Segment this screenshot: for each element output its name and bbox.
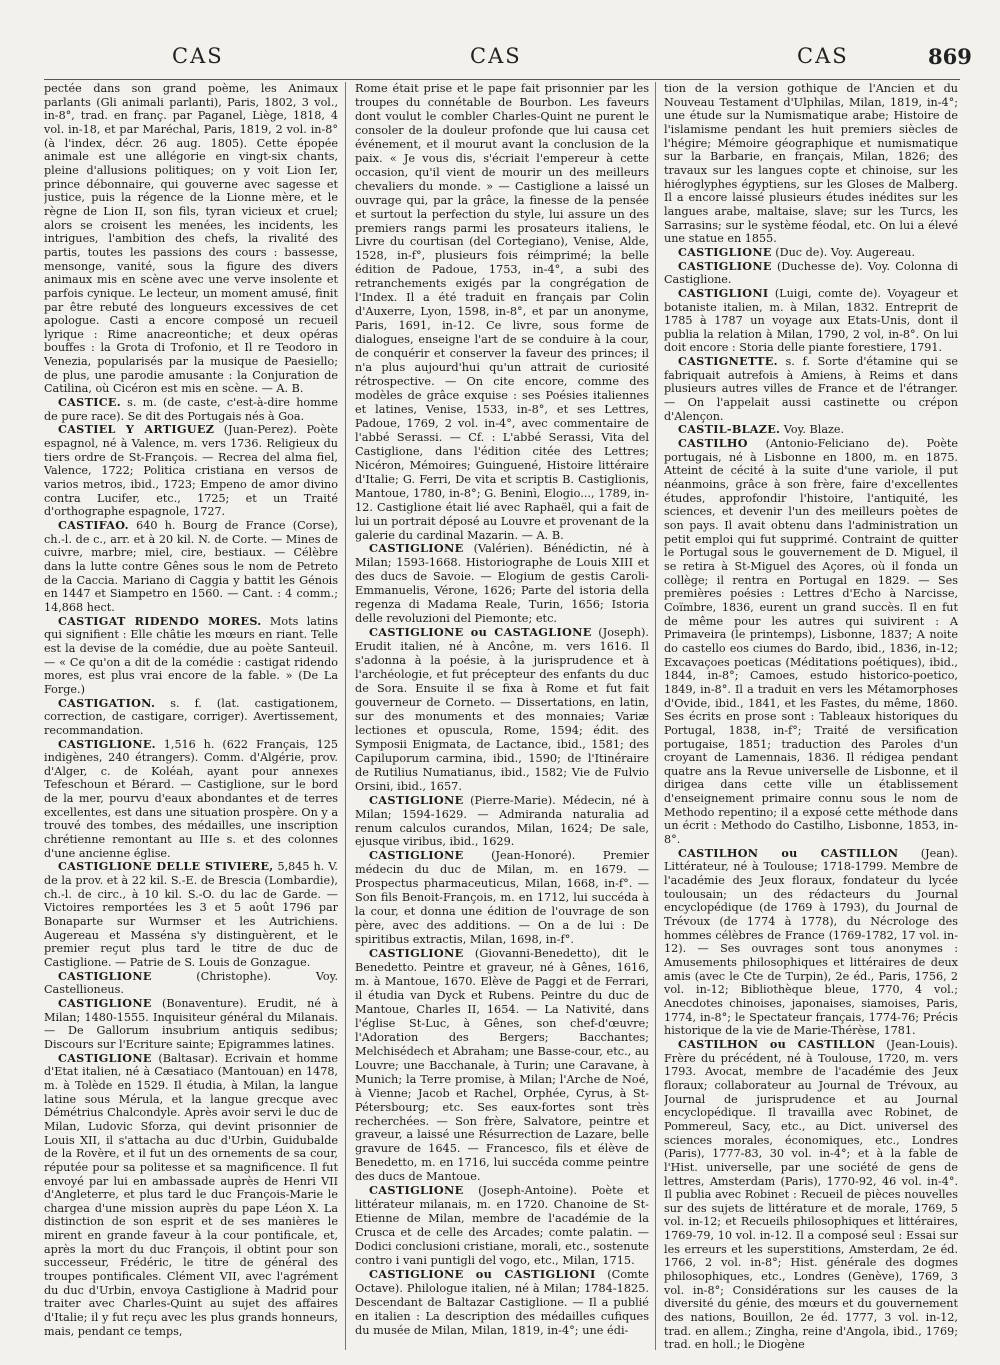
entry-text: 5,845 h. V. de la prov. et à 22 kil. S.-E. de Brescia (Lombardie), ch.-l. de circ., à 10 kil. S.-O. du lac de Garde. — Victoires remportées les 3 et 5 août 1796 par Bonaparte sur Wurmser et les Autrichiens. Augereau et Masséna s'y distinguèrent, et le premier reçut plus tard le titre de duc de Castiglione. — Patrie de S. Louis de Gonzague. <box>44 860 338 969</box>
entry-headword: CASTIGLIONE. <box>58 736 156 751</box>
dictionary-entry <box>664 246 958 260</box>
page-number: 869 <box>928 44 972 69</box>
entry-text: (Duchesse de). Voy. Colonna di Castiglione. <box>664 259 958 287</box>
entry-headword: CASTIGAT RIDENDO MORES. <box>58 613 262 628</box>
dictionary-entry <box>664 437 958 847</box>
entry-headword: CASTIGLIONE <box>58 1050 152 1065</box>
column-1 <box>44 82 338 1352</box>
entry-headword: CASTIGLIONE ou CASTAGLIONE <box>369 625 592 640</box>
entry-headword: CASTIL-BLAZE. <box>678 422 781 437</box>
entry-text: (Jean-Honoré). Premier médecin du duc de Milan, m. en 1679. — Prospectus pharmaceuticus, Milan, 1668, in-f°. — Son fils Benoit-François, m. en 1712, lui succéda à la cour, et donna une édition de l'ouvrage de son père, avec des additions. — On a de lui : De spiritibus extractis, Milan, 1698, in-f°. <box>355 849 649 947</box>
continued-text <box>664 82 958 246</box>
continued-text <box>355 82 649 542</box>
dictionary-entry <box>664 1038 958 1352</box>
dictionary-entry <box>664 287 958 355</box>
dictionary-entry <box>664 423 958 437</box>
entry-headword: CASTIGATION. <box>58 695 156 710</box>
dictionary-entry <box>44 423 338 519</box>
dictionary-entry <box>44 396 338 423</box>
entry-text: (Valérien). Bénédictin, né à Milan; 1593-1668. Historiographe de Louis XIII et des ducs de Savoie. — Elogium de gestis Caroli-Emmanuelis, Vérone, 1626; Parte del istoria della regenza di Madama Reale, Turin, 1656; Istoria delle revoluzioni del Piemonte; etc. <box>355 542 649 626</box>
entry-text: (Christophe). Voy. Castellioneus. <box>44 969 338 997</box>
entry-headword: CASTIGLIONE DELLE STIVIERE, <box>58 859 274 874</box>
entry-text: (Luigi, comte de). Voyageur et botaniste italien, m. à Milan, 1832. Entreprit de 1785 à 1787 un voyage aux Etats-Unis, dont il publia la relation à Milan, 1790, 2 vol, in-8°. On lui doit encore : Storia delle piante forestiere, 1791. <box>664 286 958 355</box>
entry-text: (Giovanni-Benedetto), dit le Benedetto. Peintre et graveur, né à Gênes, 1616, m. à Mantoue, 1670. Elève de Paggi et de Ferrari, il étudia van Dyck et Rubens. Peintre du duc de Mantoue, Charles II, 1654. — La Nativité, dans l'église St-Luc, à Gênes, son chef-d'œuvre; l'Adoration des Bergers; Bacchantes; Melchisédech et Abraham; une Basse-cour, etc., au Louvre; une Bacchanale, à Turin; une Caravane, à Munich; la Terre promise, à Milan; l'Arche de Noé, à Vienne; Jacob et Rachel, Orphée, Cyrus, à St-Pétersbourg; etc. Ses eaux-fortes sont très recherchées. — Son frère, Salvatore, peintre et graveur, a laissé une Résurrection de Lazare, belle gravure de 1645. — Francesco, fils et élève de Benedetto, m. en 1716, lui succéda comme peintre des ducs de Mantoue. <box>355 947 649 1184</box>
column-divider <box>655 82 656 1350</box>
entry-headword: CASTICE. <box>58 395 121 410</box>
entry-text: (Juan-Perez). Poète espagnol, né à Valence, m. vers 1736. Religieux du tiers ordre de St-François. — Recrea del alma fiel, Valence, 1722; Politica cristiana en versos de varios metros, ibid., 1723; Empeno de amor divino contra Lucifer, etc., 1725; et un Traité d'orthographe espagnole, 1727. <box>44 423 338 519</box>
entry-headword: CASTIGLIONE <box>58 968 152 983</box>
entry-headword: CASTIGLIONI <box>678 285 769 300</box>
entry-text: (Joseph-Antoine). Poète et littérateur milanais, m. en 1720. Chanoine de St-Etienne de Milan, membre de l'académie de la Crusca et de celle des Arcades; comte palatin. — Dodici conclusioni cristiane, morali, etc., sostenute contro i vani puntigli del vogo, etc., Milan, 1715. <box>355 1184 649 1268</box>
entry-headword: CASTIGLIONE <box>678 258 772 273</box>
entry-text: (Bonaventure). Erudit, né à Milan; 1480-1555. Inquisiteur général du Milanais. — De Gallorum insubrium antiquis sedibus; Discours sur l'Ecriture sainte; Epigrammes latines. <box>44 996 338 1051</box>
dictionary-entry <box>44 615 338 697</box>
entry-headword: CASTIGLIONE <box>369 792 464 807</box>
dictionary-entry <box>664 355 958 423</box>
dictionary-entry <box>355 542 649 626</box>
continued-text <box>44 82 338 396</box>
entry-headword: CASTIGLIONE <box>369 1183 464 1198</box>
running-head-center: CAS <box>470 44 522 68</box>
entry-text: (Joseph). Erudit italien, né à Ancône, m. vers 1616. Il s'adonna à la poésie, à la jurisprudence et à l'archéologie, et fut précepteur des enfants du duc de Sora. Ensuite il se fixa à Rome et fut fait gouverneur de Corneto. — Dissertations, en latin, sur des monuments et des monnaies; Variæ lectiones et opuscula, Rome, 1594; édit. des Symposii Enigmata, de Lactance, ibid., 1581; des Capiluporum carmina, ibid., 1590; de l'Itinéraire de Rutilius Numatianus, ibid., 1582; Vie de Fulvio Orsini, ibid., 1657. <box>355 626 649 793</box>
column-divider <box>345 82 346 1350</box>
dictionary-entry <box>664 847 958 1038</box>
dictionary-entry <box>44 697 338 738</box>
entry-text: pectée dans son grand poème, les Animaux parlants (Gli animali parlanti), Paris, 1802, 3 vol., in-8°, trad. en franç. par Paganel, Liège, 1818, 4 vol. in-18, et par Maréchal, Paris, 1819, 2 vol. in-8° (à l'index, décr. 26 aug. 1805). Cette épopée animale est une allégorie en vingt-six chants, pleine d'allusions politiques; on y voit Lion Ier, prince débonnaire, qui gouverne avec sagesse et justice, puis la régence de la Lionne mère, et le règne de Lion II, son fils, tyran vicieux et cruel; alors se croisent les menées, les incidents, les intrigues, l'ambition des chefs, la rivalité des partis, toutes les passions des cours : bassesse, mensonge, vanité, sous la figure des divers animaux mis en scène avec une verve insolente et parfois cynique. Le lecteur, un moment amusé, finit par être rebuté des longueurs excessives de cet apologue. Casti a encore composé un recueil lyrique : Rime anacreontiche; et deux opéras bouffes : la Grota di Trofonio, et Il re Teodoro in Venezia, popularisés par la musique de Paesiello; de plus, une parodie amusante : la Conjuration de Catilina, où Cicéron est mis en scène. — A. B. <box>44 82 338 396</box>
entry-text: (Antonio-Feliciano de). Poète portugais, né à Lisbonne en 1800, m. en 1875. Atteint de cécité à la suite d'une variole, il put néanmoins, grâce à son frère, faire d'excellentes études, approfondir l'histoire, l'antiquité, les sciences, et devenir l'un des meilleurs poètes de son pays. Il avait obtenu dans l'administration un petit emploi qui fut supprimé. Contraint de quitter le Portugal sous le gouvernement de D. Miguel, il se retira à St-Miguel des Açores, où il fonda un collège; il rentra en Portugal en 1829. — Ses premières poésies : Lettres d'Echo à Narcisse, Coïmbre, 1836, eurent un grand succès. Il en fut de même pour les autres qui suivirent : A Primaveira (le printemps), Lisbonne, 1837; A noite do castello eos ciumes do Bardo, ibid., 1836, in-12; Excavaçoes poeticas (Méditations poétiques), ibid., 1844, in-8°; Camoes, estudo historico-poetico, 1849, in-8°. Il a traduit en vers les Métamorphoses d'Ovide, ibid., 1841, et les Fastes, du même, 1860. Ses écrits en prose sont : Tableaux historiques du Portugal, 1838, in-f°; Traité de versification portugaise, 1851; traduction des Paroles d'un croyant de Lamennais, 1836. Il rédigea pendant quatre ans la Revue universelle de Lisbonne, et il dirigea dans cette ville un établissement d'enseignement primaire connu sous le nom de Methodo repentino; il a exposé cette méthode dans un écrit : Methodo do Castilho, Lisbonne, 1853, in-8°. <box>664 437 958 847</box>
entry-headword: CASTILHON ou CASTILLON <box>678 845 899 860</box>
entry-headword: CASTIGNETTE. <box>678 354 778 369</box>
dictionary-entry <box>355 849 649 947</box>
entry-text: (Comte Octave). Philologue italien, né à Milan; 1784-1825. Descendant de Baltazar Castiglione. — Il a publié en italien : La description des médailles cufiques du musée de Milan, Milan, 1819, in-4°; une édi- <box>355 1268 649 1337</box>
entry-text: Voy. Blaze. <box>783 423 845 437</box>
dictionary-entry <box>44 738 338 861</box>
entry-text: s. m. (de caste, c'est-à-dire homme de pure race). Se dit des Portugais nés à Goa. <box>44 396 338 423</box>
entry-headword: CASTIGLIONE <box>678 244 772 259</box>
dictionary-entry <box>355 947 649 1184</box>
entry-text: Rome était prise et le pape fait prisonnier par les troupes du connétable de Bourbon. Les faveurs dont voulut le combler Charles-Quint ne purent le consoler de la douleur profonde que lui causa cet événement, et il mourut avant la conclusion de la paix. « Je vous dis, s'écriait l'empereur à cette occasion, qu'il vient de mourir un des meilleurs chevaliers du monde. » — Castiglione a laissé un ouvrage qui, par la grâce, la finesse de la pensée et surtout la perfection du style, lui assure un des premiers rangs parmi les prosateurs italiens, le Livre du courtisan (del Cortegiano), Venise, Alde, 1528, in-f°, plusieurs fois réimprimé; la belle édition de Padoue, 1753, in-4°, a subi des retranchements exigés par la congrégation de l'Index. Il a été traduit en français par Colin d'Auxerre, Lyon, 1598, in-8°, et par un anonyme, Paris, 1691, in-12. Ce livre, sous forme de dialogues, enseigne l'art de se conduire à la cour, de conquérir et conserver la faveur des princes; il n'a plus aujourd'hui qu'un attrait de curiosité rétrospective. — On cite encore, comme des modèles de grâce exquise : ses Poésies italiennes et latines, Venise, 1533, in-8°, et ses Lettres, Padoue, 1769, 2 vol. in-4°, avec commentaire de l'abbé Serassi. — Cf. : L'abbé Serassi, Vita del Castiglione, dans l'édition citée des Lettres; Nicéron, Mémoires; Guinguené, Histoire littéraire d'Italie; G. Ferri, De vita et scriptis B. Castiglionis, Mantoue, 1780, in-8°; G. Beninì, Elogio..., 1789, in-12. Castiglione était lié avec Raphaël, qui a fait de lui un portrait déposé au Louvre et provenant de la galerie du cardinal Mazarin. — A. B. <box>355 82 649 542</box>
running-head-right: CAS <box>797 44 849 68</box>
entry-headword: CASTIGLIONE <box>369 848 464 863</box>
header-rule <box>44 79 960 80</box>
running-head-left: CAS <box>172 44 224 68</box>
entry-text: (Duc de). Voy. Augereau. <box>775 245 916 259</box>
dictionary-entry <box>355 794 649 850</box>
dictionary-entry <box>44 997 338 1052</box>
entry-headword: CASTIEL Y ARTIGUEZ <box>58 422 215 437</box>
entry-text: (Baltasar). Ecrivain et homme d'Etat italien, né à Cæsatiaco (Mantouan) en 1478, m. à Tolède en 1529. Il étudia, à Milan, la langue latine sous Mérula, et la langue grecque avec Démétrius Chalcondyle. Après avoir servi le duc de Milan, Ludovic Sforza, qui devint prisonnier de Louis XII, il s'attacha au duc d'Urbin, Guidubalde de la Rovère, et il fut un des ornements de sa cour, réputée pour sa politesse et sa magnificence. Il fut envoyé par lui en ambassade auprès de Henri VII d'Angleterre, et plus tard le duc François-Marie le chargea d'une mission auprès du pape Léon X. La distinction de son esprit et de ses manières le mirent en grande faveur à la cour pontificale, et, après la mort du duc François, il obtint pour son successeur, Frédéric, le titre de général des troupes pontificales. Clément VII, avec l'agrément du duc d'Urbin, envoya Castiglione à Madrid pour traiter avec Charles-Quint au sujet des affaires d'Italie; il y fut reçu avec les plus grands honneurs, mais, pendant ce temps, <box>44 1051 338 1338</box>
entry-text: 640 h. Bourg de France (Corse), ch.-l. de c., arr. et à 20 kil. N. de Corte. — Mines de cuivre, marbre; miel, cire, bestiaux. — Célèbre dans la lutte contre Gênes sous le nom de Petreto de la Caccia. Mariano di Caggia y battit les Génois en 1447 et Siampetro en 1560. — Cant. : 4 comm.; 14,868 hect. <box>44 519 338 614</box>
entry-text: tion de la version gothique de l'Ancien et du Nouveau Testament d'Ulphilas, Milan, 1819, in-4°; une étude sur la Numismatique arabe; Histoire de l'islamisme pendant les huit premiers siècles de l'hégire; Mémoire géographique et numismatique sur la Barbarie, en français, Milan, 1826; des travaux sur les langues copte et chinoise, sur les hiéroglyphes égyptiens, sur les Gloses de Malberg. Il a encore laissé plusieurs études inédites sur les langues arabe, maltaise, slave; sur les Turcs, les Sarrasins; sur le système féodal, etc. On lui a élevé une statue en 1855. <box>664 82 958 246</box>
entry-text: (Pierre-Marie). Médecin, né à Milan; 1594-1629. — Admiranda naturalia ad renum calculos curandos, Milan, 1624; De sale, ejusque viribus, ibid., 1629. <box>355 793 649 849</box>
entry-headword: CASTIFAO. <box>58 518 129 532</box>
dictionary-entry <box>355 1184 649 1268</box>
entry-headword: CASTIGLIONE <box>58 995 152 1010</box>
entry-headword: CASTIGLIONE <box>369 541 464 556</box>
entry-text: s. f. Sorte d'étamine qui se fabriquait autrefois à Amiens, à Reims et dans plusieurs autres villes de France et de l'étranger. — On l'appelait aussi castinette ou crépon d'Alençon. <box>664 355 958 423</box>
dictionary-entry <box>44 860 338 969</box>
entry-headword: CASTILHO <box>678 436 748 451</box>
entry-headword: CASTIGLIONE <box>369 946 464 961</box>
entry-text: (Jean-Louis). Frère du précédent, né à Toulouse, 1720, m. vers 1793. Avocat, membre de l'académie des Jeux floraux; collaborateur au Journal de Trévoux, au Journal de jurisprudence et au Journal encyclopédique. Il travailla avec Robinet, de Pommereul, Sacy, etc., au Dict. universel des sciences morales, économiques, etc., Londres (Paris), 1777-83, 30 vol. in-4°; et à la fable de l'Hist. universelle, par une société de gens de lettres, Amsterdam (Paris), 1770-92, 46 vol. in-4°. Il publia avec Robinet : Recueil de pièces nouvelles sur des sujets de littérature et de morale, 1769, 5 vol. in-12; et Recueils philosophiques et littéraires, 1769-79, 10 vol. in-12. Il a composé seul : Essai sur les erreurs et les superstitions, Amsterdam, 2e éd. 1766, 2 vol. in-8°; Hist. générale des dogmes philosophiques, etc., Londres (Genève), 1769, 3 vol. in-8°; Considérations sur les causes de la diversité du génie, des mœurs et du gouvernement des nations, Bouillon, 2e éd. 1777, 3 vol. in-12, trad. en allem.; Zingha, reine d'Angola, ibid., 1769; trad. en holl.; le Diogène <box>664 1037 958 1352</box>
entry-headword: CASTIGLIONE ou CASTIGLIONI <box>369 1267 596 1282</box>
dictionary-entry <box>44 970 338 997</box>
dictionary-entry <box>355 626 649 793</box>
entry-text: (Jean). Littérateur, né à Toulouse; 1718-1799. Membre de l'académie des Jeux floraux, fondateur du lycée toulousain; un des rédacteurs du Journal encyclopédique (de 1769 à 1793), du Journal de Trévoux (de 1774 à 1778), du Nécrologe des hommes célèbres de France (1769-1782, 17 vol. in-12). — Ses ouvrages sont tous anonymes : Amusements philosophiques et littéraires de deux amis (avec le Cte de Turpin), 2e éd., Paris, 1756, 2 vol. in-12; Bibliothèque bleue, 1770, 4 vol.; Anecdotes chinoises, japonaises, siamoises, Paris, 1774, in-8°; le Spectateur français, 1774-76; Précis historique de la vie de Marie-Thérèse, 1781. <box>664 846 958 1038</box>
entry-text: s. f. (lat. castigationem, correction, de castigare, corriger). Avertissement, recommandation. <box>44 696 338 737</box>
entry-text: 1,516 h. (622 Français, 125 indigènes, 240 étrangers). Comm. d'Algérie, prov. d'Alger, c. de Koléah, ayant pour annexes Tefeschoun et Bérard. — Castiglione, sur le bord de la mer, pourvu d'eaux abondantes et de terres excellentes, est dans une situation prospère. On y a trouvé des tombes, des médailles, une inscription chrétienne remontant au IIIe s. et des colonnes d'une ancienne église. <box>44 737 338 860</box>
column-2 <box>355 82 649 1352</box>
dictionary-entry <box>664 260 958 287</box>
dictionary-entry <box>44 1052 338 1339</box>
dictionary-entry <box>355 1268 649 1338</box>
entry-text: Mots latins qui signifient : Elle châtie les mœurs en riant. Telle est la devise de la comédie, due au poète Santeuil. — « Ce qu'on a dit de la comédie : castigat ridendo mores, est plus vrai encore de la fable. » (De La Forge.) <box>44 614 338 696</box>
dictionary-entry <box>44 519 338 615</box>
column-3 <box>664 82 958 1352</box>
entry-headword: CASTILHON ou CASTILLON <box>678 1036 876 1051</box>
